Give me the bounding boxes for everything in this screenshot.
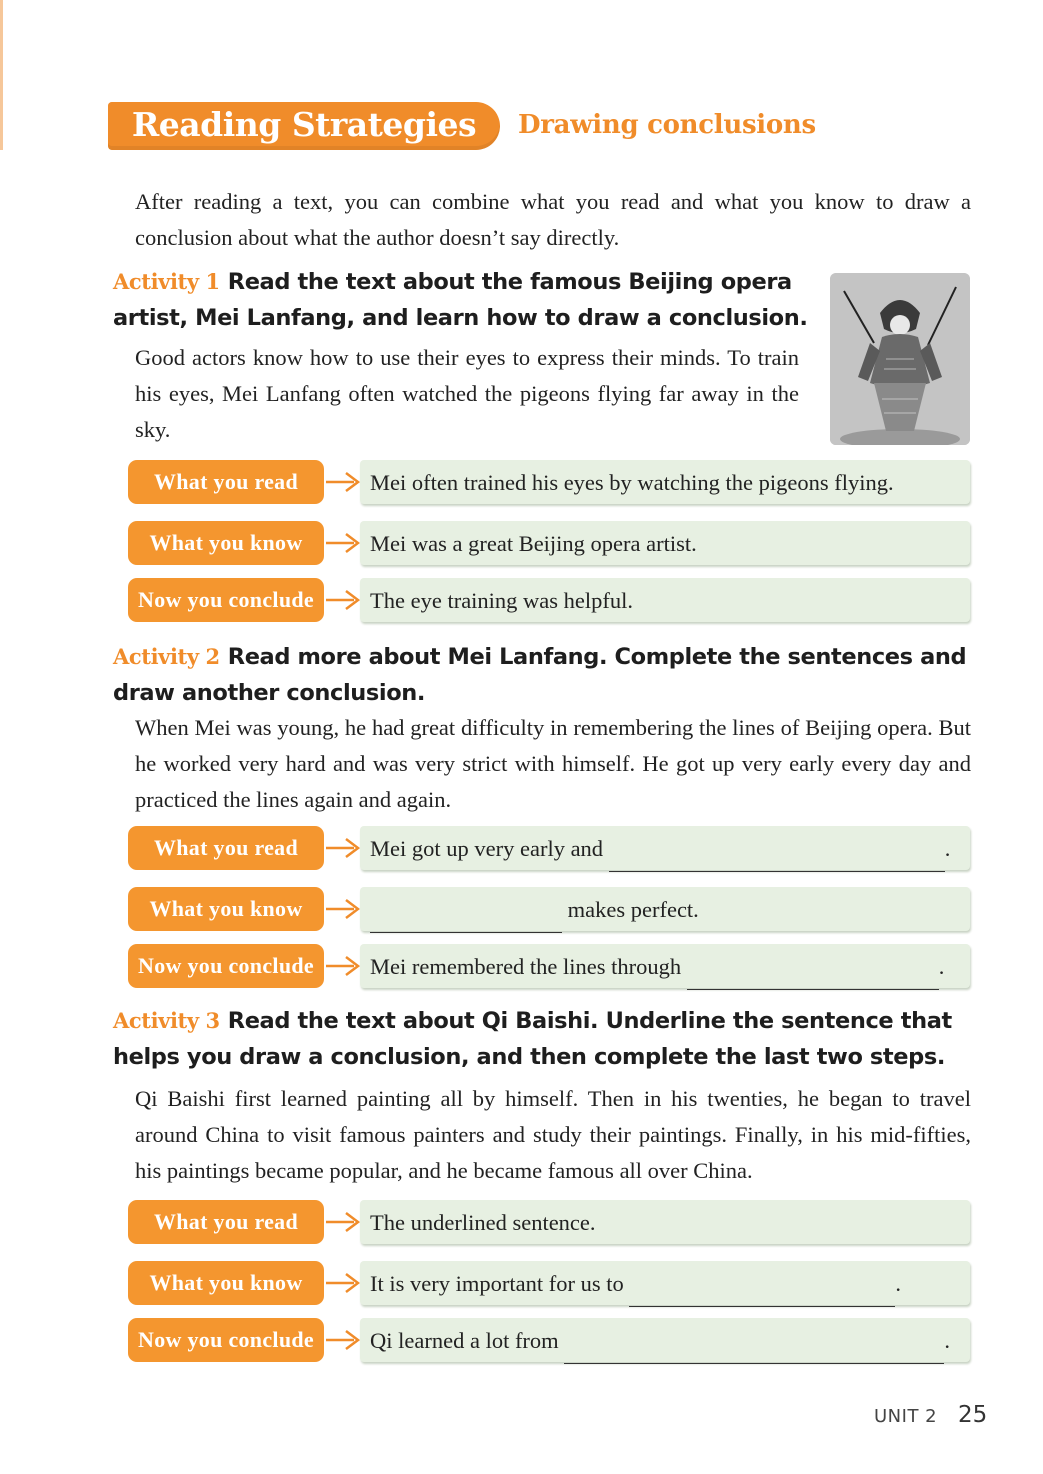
arrow-right-icon	[326, 953, 360, 979]
activity-2-step-read	[128, 826, 972, 872]
step-sentence	[370, 887, 699, 931]
activity-3-label: Activity 3	[113, 1008, 220, 1033]
step-label: Now you conclude	[128, 1318, 324, 1362]
arrow-right-icon	[326, 1327, 360, 1353]
page-number: 25	[958, 1402, 988, 1428]
step-sentence	[370, 1318, 950, 1362]
answer-blank[interactable]	[629, 1280, 895, 1307]
step-text: Mei got up very early and	[370, 836, 604, 861]
activity-1-step-read	[128, 460, 972, 506]
activity-2-instruction: Read more about Mei Lanfang. Complete the sentences and draw another conclusion.	[113, 644, 967, 706]
arrow-right-icon	[326, 1209, 360, 1235]
opera-performer-image	[830, 273, 970, 445]
activity-1-heading	[113, 264, 825, 336]
step-text: It is very important for us to	[370, 1271, 624, 1296]
activity-3-instruction: Read the text about Qi Baishi. Underline the sentence that helps you draw a conclusion, and then complete the last two steps.	[113, 1008, 952, 1070]
arrow-right-icon	[326, 896, 360, 922]
activity-3-step-know	[128, 1261, 972, 1307]
step-label: What you read	[128, 460, 324, 504]
activity-2-heading	[113, 639, 973, 711]
activity-1-text: Good actors know how to use their eyes to express their minds. To train his eyes, Mei Lanfang often watched the pigeons flying far away in the sky.	[135, 345, 799, 442]
activity-1-instruction: Read the text about the famous Beijing opera artist, Mei Lanfang, and learn how to draw a conclusion.	[113, 269, 808, 331]
step-label: Now you conclude	[128, 578, 324, 622]
answer-blank[interactable]	[370, 906, 562, 933]
step-sentence	[370, 826, 950, 870]
activity-3-text: Qi Baishi first learned painting all by himself. Then in his twenties, he began to travel around China to visit famous painters and study their paintings. Finally, in his mid-fifties, his paintings became popular, and he became famous all over China.	[135, 1086, 971, 1183]
step-answer-box	[360, 826, 970, 870]
step-text: Mei was a great Beijing opera artist.	[370, 531, 697, 556]
step-answer-box	[360, 1318, 970, 1362]
step-label: What you read	[128, 826, 324, 870]
step-sentence	[370, 1261, 901, 1305]
activity-2-label: Activity 2	[113, 644, 220, 669]
step-answer-box	[360, 578, 970, 622]
arrow-right-icon	[326, 469, 360, 495]
step-text: The underlined sentence.	[370, 1210, 596, 1235]
activity-1-label: Activity 1	[113, 269, 220, 294]
step-answer-box	[360, 944, 970, 988]
activity-3-heading	[113, 1003, 983, 1075]
step-text: Qi learned a lot from	[370, 1328, 559, 1353]
activity-3-step-read	[128, 1200, 972, 1246]
step-answer-box	[360, 1200, 970, 1244]
step-label: What you know	[128, 1261, 324, 1305]
page-edge-line	[0, 0, 3, 150]
intro-paragraph: After reading a text, you can combine what you read and what you know to draw a conclusion about what the author doesn’t say directly.	[135, 189, 971, 250]
step-text-end: .	[944, 836, 951, 861]
unit-label: UNIT 2	[874, 1406, 938, 1427]
activity-2-step-conclude	[128, 944, 972, 990]
step-answer-box	[360, 460, 970, 504]
arrow-right-icon	[326, 587, 360, 613]
step-text: The eye training was helpful.	[370, 588, 634, 613]
step-label: Now you conclude	[128, 944, 324, 988]
section-subtitle: Drawing conclusions	[518, 110, 816, 140]
answer-blank[interactable]	[687, 963, 939, 990]
step-text: Mei remembered the lines through	[370, 954, 682, 979]
section-title: Reading Strategies	[131, 105, 477, 144]
activity-1-step-conclude	[128, 578, 972, 624]
step-sentence	[370, 944, 944, 988]
step-text-end: .	[944, 1328, 950, 1353]
mei-lanfang-photo	[830, 273, 970, 445]
activity-1-step-know	[128, 521, 972, 567]
answer-blank[interactable]	[564, 1337, 944, 1364]
step-label: What you know	[128, 887, 324, 931]
answer-blank[interactable]	[609, 845, 945, 872]
step-answer-box	[360, 887, 970, 931]
activity-3-step-conclude	[128, 1318, 972, 1364]
arrow-right-icon	[326, 835, 360, 861]
step-text-end: .	[895, 1271, 901, 1296]
step-text-end: .	[938, 954, 945, 979]
section-header	[108, 102, 868, 150]
step-label: What you read	[128, 1200, 324, 1244]
step-label: What you know	[128, 521, 324, 565]
activity-2-text: When Mei was young, he had great difficulty in remembering the lines of Beijing opera. But he worked very hard and was very strict with himself. He got up very early every day and practiced the lines again and again.	[135, 715, 971, 812]
step-text: Mei often trained his eyes by watching the pigeons flying.	[370, 470, 894, 495]
step-answer-box	[360, 521, 970, 565]
activity-2-step-know	[128, 887, 972, 933]
arrow-right-icon	[326, 1270, 360, 1296]
arrow-right-icon	[326, 530, 360, 556]
step-answer-box	[360, 1261, 970, 1305]
step-text: makes perfect.	[567, 897, 699, 922]
